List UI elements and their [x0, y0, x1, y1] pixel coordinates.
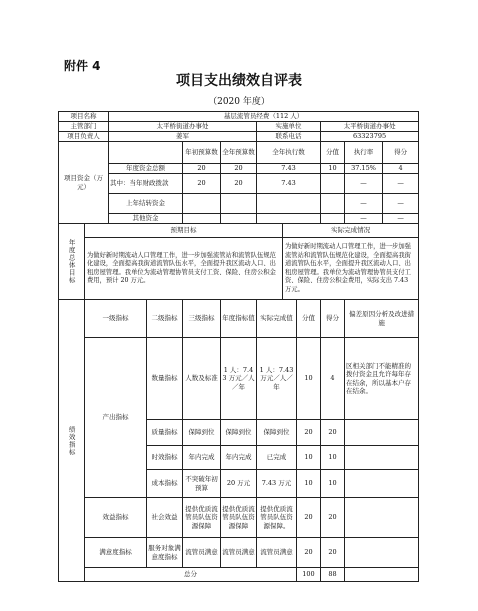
perf-score: 4	[321, 338, 345, 420]
perf-target: 1 人：7.43 万元／人／年	[221, 338, 257, 420]
funds-cell: 7.43	[257, 174, 321, 194]
funds-cell	[221, 194, 257, 214]
perf-header: 得分	[321, 300, 345, 338]
perf-header: 年度指标值	[221, 300, 257, 338]
funds-cell: —	[383, 194, 419, 214]
evaluation-table	[58, 111, 419, 582]
perf-target: 20 万元	[221, 470, 257, 498]
perf-target: 流管员满意	[221, 538, 257, 568]
dept-label: 主管部门	[59, 122, 109, 132]
perf-l3: 提供优质流管员队伍资源保障	[183, 498, 221, 538]
funds-cell: 37.15%	[345, 164, 383, 174]
perf-l3: 保障到位	[183, 420, 221, 446]
funds-cell: 4	[383, 164, 419, 174]
funds-header: 分值	[321, 142, 345, 164]
perf-target: 提供优质流管员队伍资源保障	[221, 498, 257, 538]
perf-actual: 保障到位	[257, 420, 297, 446]
funds-row-name: 其中：当年财政拨款	[109, 174, 183, 194]
perf-score: 20	[321, 538, 345, 568]
perf-actual: 提供优质流管员队伍资源保障。	[257, 498, 297, 538]
funds-cell: —	[345, 194, 383, 214]
funds-cell: —	[345, 174, 383, 194]
actual-goal-label: 实际完成情况	[283, 224, 419, 238]
perf-l2: 服务对象满意度指标	[147, 538, 183, 568]
total-score: 88	[321, 568, 345, 582]
perf-actual: 1 人：7.43 万元／人／年	[257, 338, 297, 420]
funds-cell	[257, 214, 321, 224]
funds-cell: 20	[221, 174, 257, 194]
perf-note	[345, 420, 419, 446]
perf-score: 20	[321, 420, 345, 446]
perf-max: 20	[297, 538, 321, 568]
perf-target: 保障到位	[221, 420, 257, 446]
perf-l1: 效益指标	[85, 498, 147, 538]
expected-goal-label: 预期目标	[85, 224, 283, 238]
funds-row-name: 上年结转资金	[109, 194, 183, 214]
perf-header: 偏差原因分析及改进措施	[345, 300, 419, 338]
project-name: 基层流管员经费（112 人）	[109, 112, 419, 122]
perf-l2: 质量指标	[147, 420, 183, 446]
perf-note	[345, 498, 419, 538]
funds-header: 全年执行数	[257, 142, 321, 164]
funds-cell	[321, 214, 345, 224]
attachment-label: 附件 4	[64, 59, 101, 73]
funds-row-name: 其他资金	[109, 214, 183, 224]
perf-score: 10	[321, 446, 345, 470]
perf-max: 10	[297, 446, 321, 470]
perf-actual: 流管员满意	[257, 538, 297, 568]
perf-label: 绩效指标	[59, 300, 85, 582]
perf-header: 一级指标	[85, 300, 147, 338]
perf-l1: 产出指标	[85, 338, 147, 498]
funds-cell: 20	[183, 174, 221, 194]
funds-header: 年初预算数	[183, 142, 221, 164]
funds-header: 得分	[383, 142, 419, 164]
funds-row-name: 年度资金总额	[109, 164, 183, 174]
perf-l2: 数量指标	[147, 338, 183, 420]
perf-l3: 不突破年初预算	[183, 470, 221, 498]
perf-score: 20	[321, 498, 345, 538]
perf-actual: 7.43 万元	[257, 470, 297, 498]
project-name-label: 项目名称	[59, 112, 109, 122]
perf-l3: 年内完成	[183, 446, 221, 470]
report-year: （2020 年度）	[208, 97, 270, 107]
dept-value: 太平桥街道办事处	[109, 122, 257, 132]
perf-max: 20	[297, 498, 321, 538]
perf-target: 年内完成	[221, 446, 257, 470]
leader-value: 姜军	[109, 132, 257, 142]
actual-goal-text: 为做好新时期流动人口管理工作，进一步加强流管站和流管队伍规范化建设，全面提高我街道流管队伍水平，全面提升我区流动人口、出租房屋管理。我单位为流动管理协管员支付工资、保险、住房公积金费用，实际支出 7.43 万元。	[283, 238, 419, 300]
perf-l1: 满意度指标	[85, 538, 147, 568]
perf-l2: 社会效益	[147, 498, 183, 538]
perf-actual: 已完成	[257, 446, 297, 470]
funds-cell	[183, 214, 221, 224]
funds-cell	[221, 214, 257, 224]
perf-note	[345, 538, 419, 568]
perf-note: 区相关部门不能精准的拨付资金且允许每年存在结余，所以基本户存在结余。	[345, 338, 419, 420]
expected-goal-text: 为做好新时期流动人口管理工作，进一步加强流管站和流管队伍规范化建设，全面提高我街道流管队伍水平，全面提升我区流动人口、出租房屋管理。我单位为流动管理协管员支付工资、保险、住房公积金费用，预计 20 万元。	[85, 238, 283, 300]
funds-cell	[321, 174, 345, 194]
phone-value: 63323795	[321, 132, 419, 142]
funds-cell: 20	[183, 164, 221, 174]
perf-max: 10	[297, 470, 321, 498]
funds-cell: —	[345, 214, 383, 224]
perf-max: 10	[297, 338, 321, 420]
total-label: 总分	[85, 568, 297, 582]
total-note	[345, 568, 419, 582]
perf-l3: 人数及标准	[183, 338, 221, 420]
total-max: 100	[297, 568, 321, 582]
funds-cell	[257, 194, 321, 214]
funds-cell: —	[383, 214, 419, 224]
perf-header: 三级指标	[183, 300, 221, 338]
funds-cell: 10	[321, 164, 345, 174]
funds-header: 全年预算数	[221, 142, 257, 164]
leader-label: 项目负责人	[59, 132, 109, 142]
perf-max: 20	[297, 420, 321, 446]
funds-cell: 7.43	[257, 164, 321, 174]
perf-note	[345, 470, 419, 498]
perf-header: 分值	[297, 300, 321, 338]
funds-header: 执行率	[345, 142, 383, 164]
perf-l3: 流管员满意	[183, 538, 221, 568]
perf-l2: 时效指标	[147, 446, 183, 470]
funds-cell	[183, 194, 221, 214]
perf-header: 实际完成值	[257, 300, 297, 338]
funds-cell: 20	[221, 164, 257, 174]
funds-cell	[321, 194, 345, 214]
perf-header: 二级指标	[147, 300, 183, 338]
impl-label: 实施单位	[257, 122, 321, 132]
perf-score: 10	[321, 470, 345, 498]
goals-label: 年度总体目标	[59, 224, 85, 300]
funds-label: 项目资金（万元）	[59, 142, 109, 224]
funds-cell: —	[383, 174, 419, 194]
perf-note	[345, 446, 419, 470]
page-title: 项目支出绩效自评表	[176, 73, 302, 89]
perf-l2: 成本指标	[147, 470, 183, 498]
impl-value: 太平桥街道办事处	[321, 122, 419, 132]
phone-label: 联系电话	[257, 132, 321, 142]
